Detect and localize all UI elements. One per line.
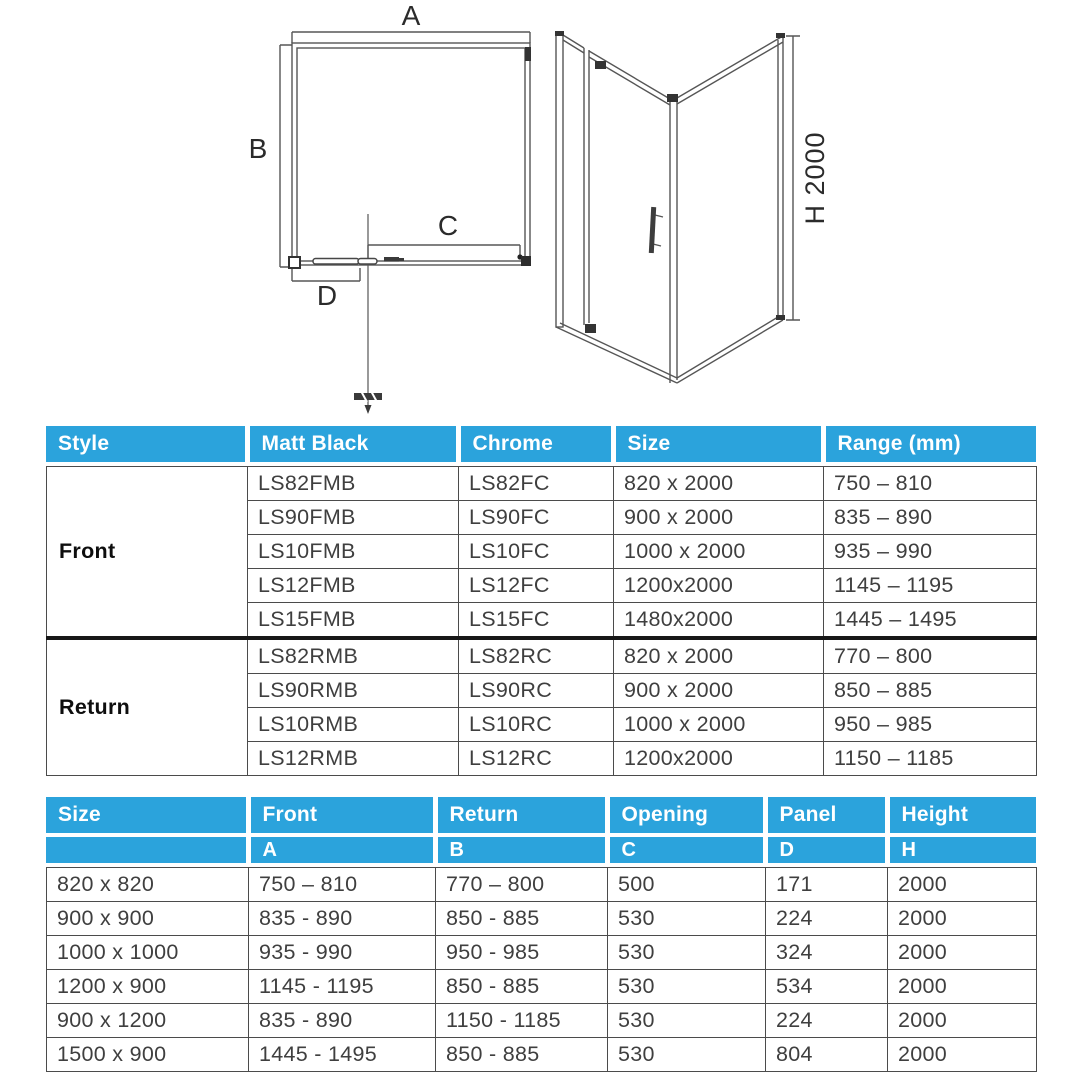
cell: 1150 - 1185 <box>436 1004 608 1038</box>
cell: 900 x 2000 <box>614 674 824 708</box>
cell: 2000 <box>888 1004 1037 1038</box>
dimension-subheader-row <box>46 837 1036 863</box>
cell: LS82FMB <box>248 467 459 501</box>
cell: 820 x 2000 <box>614 638 824 674</box>
cell: LS82FC <box>459 467 614 501</box>
col-header-range: Range (mm) <box>826 426 1037 462</box>
wall-post-cap <box>555 31 564 36</box>
cell: 2000 <box>888 936 1037 970</box>
model-spec-table <box>46 426 1036 776</box>
col-header-chrome: Chrome <box>461 426 611 462</box>
cell: 950 - 985 <box>436 936 608 970</box>
dim-label-a: A <box>401 0 421 31</box>
height-dim-label: H 2000 <box>800 131 830 225</box>
col-header-panel: Panel <box>768 797 885 833</box>
side-panel-glass <box>677 36 783 383</box>
pivot-capsule <box>358 259 377 265</box>
cell: 835 - 890 <box>249 902 436 936</box>
cell: LS90RC <box>459 674 614 708</box>
dim-label-d: D <box>316 280 338 311</box>
cell: 1145 - 1195 <box>249 970 436 1004</box>
cell: LS90FC <box>459 501 614 535</box>
cell: LS10FC <box>459 535 614 569</box>
subcol-c: C <box>610 837 763 863</box>
cell: 835 - 890 <box>249 1004 436 1038</box>
table-row <box>47 1038 1037 1072</box>
cell: 1145 – 1195 <box>824 569 1037 603</box>
cell: 2000 <box>888 902 1037 936</box>
model-spec-header-row <box>46 426 1036 462</box>
door-bottom-rail <box>556 323 677 383</box>
corner-block-right <box>521 256 531 266</box>
subcol-blank <box>46 837 246 863</box>
door-handle-plan-tip <box>399 258 404 261</box>
col-header-height: Height <box>890 797 1037 833</box>
dimension-table <box>46 797 1036 1072</box>
dim-label-c: C <box>437 210 459 241</box>
model-spec-body <box>46 466 1037 776</box>
style-label-front: Front <box>47 467 248 639</box>
cell: LS10FMB <box>248 535 459 569</box>
cell: 750 – 810 <box>824 467 1037 501</box>
table-row <box>47 902 1037 936</box>
dimension-header-row <box>46 797 1036 833</box>
cell: 2000 <box>888 970 1037 1004</box>
cell: 804 <box>766 1038 888 1072</box>
cell: 500 <box>608 868 766 902</box>
col-header-matt-black: Matt Black <box>250 426 456 462</box>
cell: 1150 – 1185 <box>824 742 1037 776</box>
subcol-a: A <box>251 837 433 863</box>
table-row <box>47 467 1037 501</box>
cell: 224 <box>766 902 888 936</box>
cell: 534 <box>766 970 888 1004</box>
plan-glass-inner <box>297 48 525 261</box>
cell: 835 – 890 <box>824 501 1037 535</box>
cell: 530 <box>608 970 766 1004</box>
dim-bracket-b <box>280 45 292 267</box>
cell: 1445 – 1495 <box>824 603 1037 639</box>
cell: LS82RC <box>459 638 614 674</box>
cell: 530 <box>608 936 766 970</box>
cell: 935 - 990 <box>249 936 436 970</box>
top-connector <box>563 35 584 53</box>
dim-label-b: B <box>248 133 268 164</box>
tray-break-bar <box>354 393 382 400</box>
door-handle <box>649 207 656 253</box>
col-header-size: Size <box>616 426 821 462</box>
cell: 530 <box>608 902 766 936</box>
cell: LS15FMB <box>248 603 459 639</box>
cell: 820 x 820 <box>47 868 249 902</box>
cell: 770 – 800 <box>824 638 1037 674</box>
cell: LS12RC <box>459 742 614 776</box>
cell: LS12FMB <box>248 569 459 603</box>
table-row <box>47 1004 1037 1038</box>
cell: LS15FC <box>459 603 614 639</box>
door-right-post <box>670 98 677 383</box>
cell: 2000 <box>888 868 1037 902</box>
col-header-front: Front <box>251 797 433 833</box>
cell: 820 x 2000 <box>614 467 824 501</box>
subcol-b: B <box>438 837 605 863</box>
subcol-h: H <box>890 837 1037 863</box>
cell: 850 - 885 <box>436 970 608 1004</box>
cell: 770 – 800 <box>436 868 608 902</box>
cell: 1500 x 900 <box>47 1038 249 1072</box>
table-row <box>47 970 1037 1004</box>
plan-view-drawing <box>280 32 530 408</box>
cell: 850 – 885 <box>824 674 1037 708</box>
dim-bracket-c <box>368 245 520 258</box>
door-top-rail <box>589 51 670 105</box>
cell: 224 <box>766 1004 888 1038</box>
cell: LS10RMB <box>248 708 459 742</box>
cell: 850 - 885 <box>436 1038 608 1072</box>
cell: 950 – 985 <box>824 708 1037 742</box>
cell: 900 x 900 <box>47 902 249 936</box>
dim-bracket-a <box>292 32 530 43</box>
cell: 1200 x 900 <box>47 970 249 1004</box>
plan-glass-outer <box>292 43 530 265</box>
plan-hardware <box>289 47 531 414</box>
cell: 1000 x 1000 <box>47 936 249 970</box>
side-panel-cap-bottom <box>776 315 785 320</box>
wall-profile-top-right <box>525 47 531 61</box>
cell: 900 x 2000 <box>614 501 824 535</box>
hinge-bottom <box>585 324 596 333</box>
cell: LS12RMB <box>248 742 459 776</box>
col-header-opening: Opening <box>610 797 763 833</box>
cell: 2000 <box>888 1038 1037 1072</box>
cell: 1200x2000 <box>614 569 824 603</box>
cell: 935 – 990 <box>824 535 1037 569</box>
hinge-top <box>595 61 606 69</box>
cell: 530 <box>608 1004 766 1038</box>
corner-bracket-top <box>667 94 678 102</box>
cell: 1000 x 2000 <box>614 535 824 569</box>
door-handle-plan <box>384 257 399 262</box>
hinge-stile <box>584 48 589 325</box>
dim-bracket-h <box>786 36 800 320</box>
style-label-return: Return <box>47 638 248 776</box>
cell: 900 x 1200 <box>47 1004 249 1038</box>
cell: 324 <box>766 936 888 970</box>
cell: LS12FC <box>459 569 614 603</box>
cell: 1445 - 1495 <box>249 1038 436 1072</box>
col-header-return: Return <box>438 797 605 833</box>
cell: LS90FMB <box>248 501 459 535</box>
return-panel-bar <box>313 259 359 265</box>
cell: 850 - 885 <box>436 902 608 936</box>
subcol-d: D <box>768 837 885 863</box>
corner-block-left <box>289 257 300 268</box>
cell: LS90RMB <box>248 674 459 708</box>
cell: LS82RMB <box>248 638 459 674</box>
cell: LS10RC <box>459 708 614 742</box>
dimension-body <box>46 867 1037 1072</box>
cell: 1480x2000 <box>614 603 824 639</box>
cell: 1000 x 2000 <box>614 708 824 742</box>
table-row <box>47 936 1037 970</box>
col-header-size2: Size <box>46 797 246 833</box>
side-panel-cap-top <box>776 33 785 38</box>
centerline-arrow <box>365 405 372 414</box>
table-row <box>47 868 1037 902</box>
technical-drawing <box>0 0 1080 424</box>
cell: 750 – 810 <box>249 868 436 902</box>
cell: 1200x2000 <box>614 742 824 776</box>
cell: 530 <box>608 1038 766 1072</box>
cell: 171 <box>766 868 888 902</box>
table-row <box>47 638 1037 674</box>
wall-post <box>556 33 563 327</box>
col-header-style: Style <box>46 426 245 462</box>
